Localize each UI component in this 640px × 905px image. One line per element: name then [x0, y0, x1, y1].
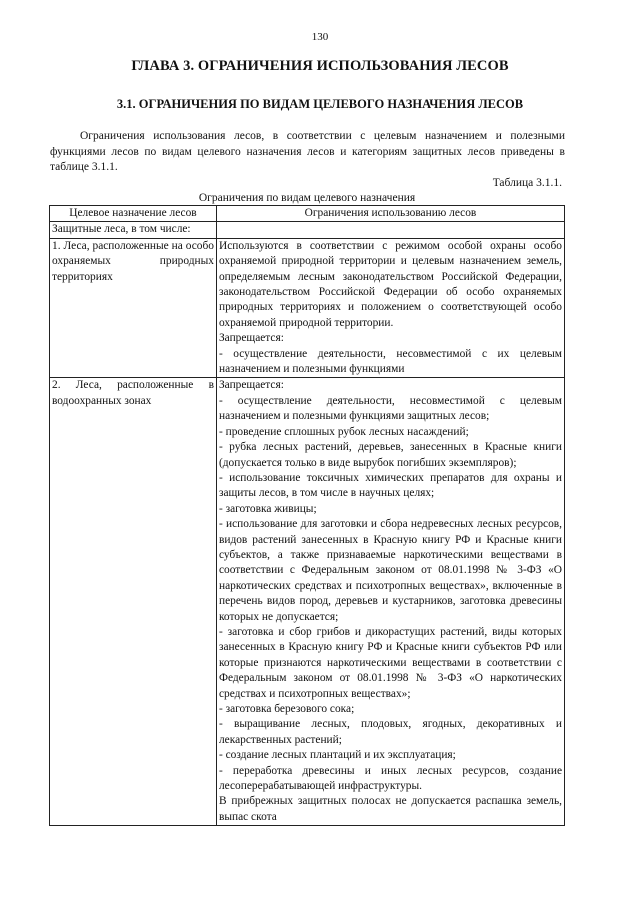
purpose-cell: 2. Леса, расположенные в водоохранных зонах: [50, 378, 217, 826]
restriction-line: - выращивание лесных, плодовых, ягодных, декоративных и лекарственных растений;: [218, 718, 562, 746]
span-row-cell: Защитные леса, в том числе:: [50, 222, 217, 238]
table-span-row: [50, 222, 565, 238]
restriction-line: - переработка древесины и иных лесных ресурсов, создание лесоперерабатывающей инфраструктуры.: [218, 764, 562, 793]
restrictions-table: [49, 205, 565, 826]
span-row-empty: [216, 222, 564, 238]
chapter-title: ГЛАВА 3. ОГРАНИЧЕНИЯ ИСПОЛЬЗОВАНИЯ ЛЕСОВ: [131, 58, 509, 74]
restrictions-cell: [216, 378, 564, 826]
intro-paragraph: Ограничения использования лесов, в соответствии с целевым назначением и полезными функциями лесов по видам целевого назначения лесов и категориям защитных лесов приведены в таблице 3.1.1.: [50, 130, 565, 173]
restriction-line: - использование для заготовки и сбора недревесных лесных ресурсов, видов растений занесенных в Красную книгу РФ и Красные книги субъектов, а также признаваемые наркотическими веществами в соответствии с Федеральным законом от 08.01.1998 № 3-ФЗ «О наркотических средствах и психотропных веществах», включенные в перечень видов пород, деревьев и кустарников, заготовка древесины которых не допускается;: [218, 518, 562, 623]
restriction-line: - осуществление деятельности, несовместимой с целевым назначением и полезными функциями защитных лесов;: [218, 394, 562, 423]
restriction-line: Запрещается:: [218, 332, 284, 345]
table-reference: Таблица 3.1.1.: [492, 177, 562, 189]
page-number: 130: [311, 31, 329, 43]
purpose-cell: 1. Леса, расположенные на особо охраняемых природных территориях: [50, 238, 217, 378]
restriction-line: - создание лесных плантаций и их эксплуатация;: [218, 749, 456, 762]
restriction-line: Запрещается:: [218, 379, 284, 392]
restriction-line: - рубка лесных растений, деревьев, занесенных в Красные книги (допускается только в виде вырубок погибших экземпляров);: [218, 441, 562, 469]
restriction-line: - проведение сплошных рубок лесных насаждений;: [218, 425, 469, 438]
restriction-line: - заготовка и сбор грибов и дикорастущих растений, виды которых занесенных в Красную книгу РФ и Красные книги субъектов РФ или которые признаются наркотическими веществами в соответствии с Федеральным законом от 08.01.1998 № 3-ФЗ «О наркотических средствах и психотропных веществах»;: [218, 625, 562, 700]
table-row: [50, 378, 565, 826]
table-row: [50, 238, 565, 378]
table-header-row: [50, 206, 565, 222]
restrictions-cell: [216, 238, 564, 378]
restriction-line: - заготовка живицы;: [218, 502, 317, 515]
restriction-line: В прибрежных защитных полосах не допускается распашка земель, выпас скота: [218, 795, 562, 823]
restriction-line: - использование токсичных химических препаратов для охраны и защиты лесов, в том числе в научных целях;: [218, 471, 562, 500]
header-purpose: Целевое назначение лесов: [50, 206, 217, 222]
section-title: 3.1. ОГРАНИЧЕНИЯ ПО ВИДАМ ЦЕЛЕВОГО НАЗНАЧЕНИЯ ЛЕСОВ: [116, 97, 524, 111]
header-restrictions: Ограничения использованию лесов: [216, 206, 564, 222]
table-caption: Ограничения по видам целевого назначения: [198, 192, 416, 204]
restriction-line: Используются в соответствии с режимом особой охраны особо охраняемой природной территории и целевым назначением земель, определяемым лесным законодательством Российской Федерации, законодательством Российской Федерации об особо охраняемых природных территориях и положением о соответствующей особо охраняемой природной территории.: [218, 239, 562, 329]
restriction-line: - заготовка березового сока;: [218, 703, 355, 715]
restriction-line: - осуществление деятельности, несовместимой с их целевым назначением и полезными функциями: [218, 347, 562, 376]
